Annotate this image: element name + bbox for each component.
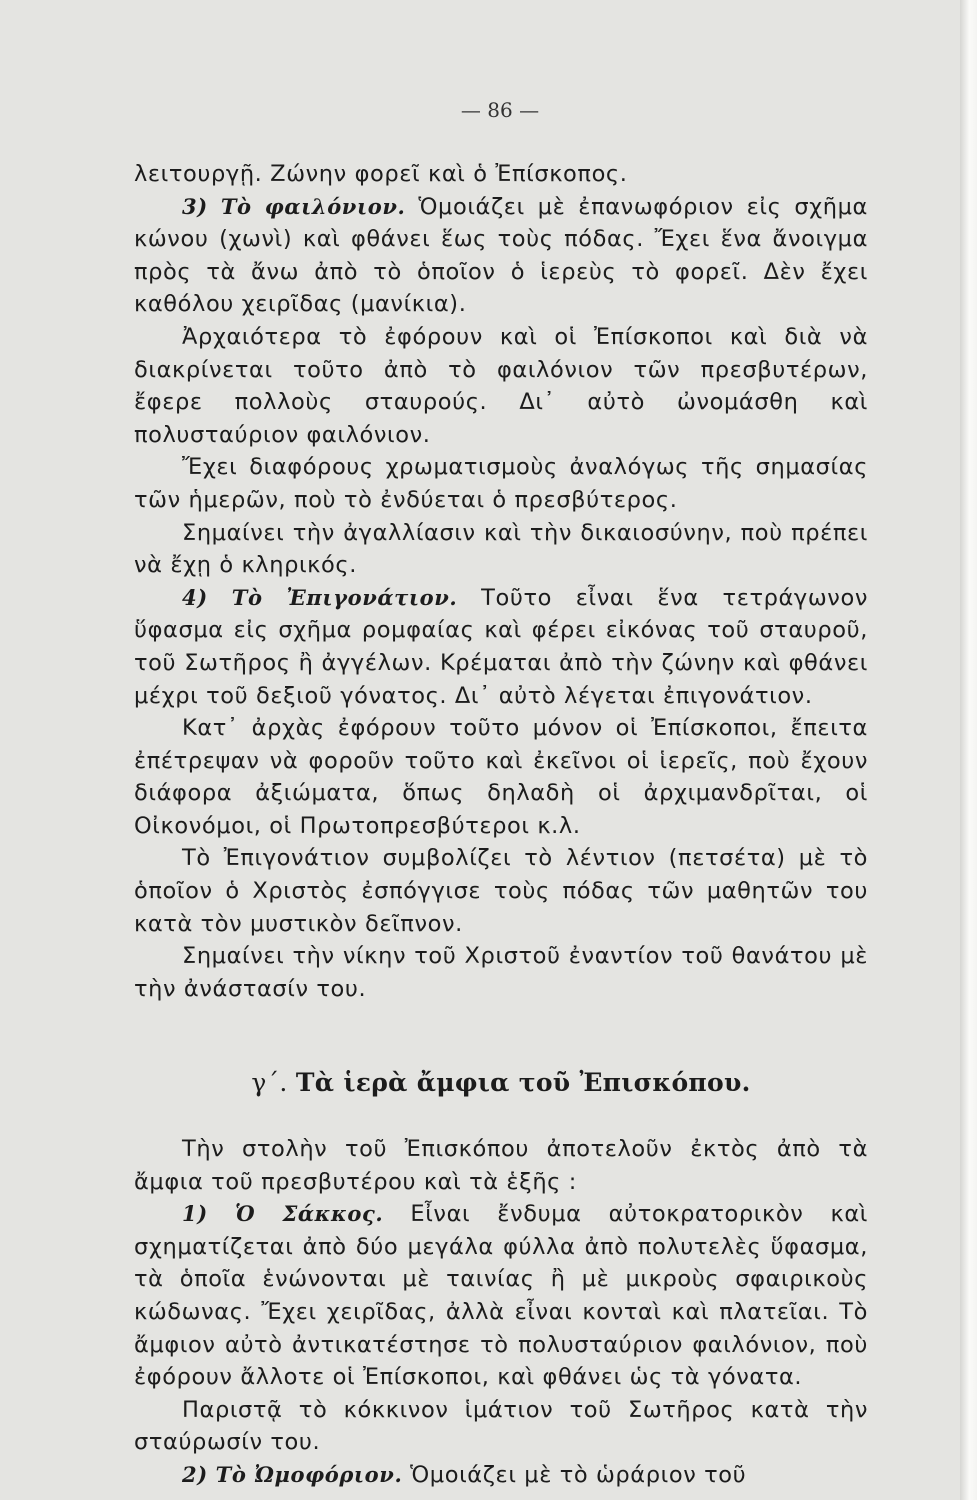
paragraph-body: Εἶναι ἔνδυμα αὐτοκρατορικὸν καὶ σχηματίζεται ἀπὸ δύο μεγάλα φύλλα ἀπὸ πολυτελὲς ὕφασμα, τὰ ὁποῖα ἑνώνονται μὲ ταινίας ἢ μὲ μικροὺς σφαιρικοὺς κώδωνας. Ἔχει χειρῖδας, ἀλλὰ εἶναι κονταὶ καὶ πλατεῖαι. Τὸ ἄμφιον αὐτὸ ἀντικατέστησε τὸ πολυσταύριον φαιλόνιον, ποὺ ἐφόρουν ἄλλοτε οἱ Ἐπίσκοποι, καὶ φθάνει ὡς τὰ γόνατα. [134,1201,869,1391]
paragraph: Σημαίνει τὴν ἀγαλλίασιν καὶ τὴν δικαιοσύνην, ποὺ πρέπει νὰ ἔχῃ ὁ κληρικός. [134,519,868,579]
paragraph: λειτουργῇ. Ζώνην φορεῖ καὶ ὁ Ἐπίσκοπος. [134,161,628,187]
page-number: — 86 — [460,98,540,122]
paragraph-body: Τοῦτο εἶναι ἕνα τετράγωνον ὕφασμα εἰς σχῆμα ρομφαίας καὶ φέρει εἰκόνας τοῦ σταυροῦ, τοῦ Σωτῆρος ἢ ἀγγέλων. Κρέμαται ἀπὸ τὴν ζώνην καὶ φθάνει μέχρι τοῦ δεξιοῦ γόνατος. Δι᾽ αὐτὸ λέγεται ἐπιγονάτιον. [134,584,868,709]
paragraph-epigonation [134,582,868,712]
paragraph: Ἔχει διαφόρους χρωματισμοὺς ἀναλόγως τῆς σημασίας τῶν ἡμερῶν, ποὺ τὸ ἐνδύεται ὁ πρεσβύτερος. [134,454,868,513]
paragraph-sakkos [134,1198,868,1394]
paragraph: Κατ᾽ ἀρχὰς ἐφόρουν τοῦτο μόνον οἱ Ἐπίσκοποι, ἔπειτα ἐπέτρεψαν νὰ φοροῦν τοῦτο καὶ ἐκεῖνοι οἱ ἱερεῖς, ποὺ ἔχουν διάφορα ἀξιώματα, ὅπως δηλαδὴ οἱ ἀρχιμανδρῖται, οἱ Οἰκονόμοι, οἱ Πρωτοπρεσβύτεροι κ.λ. [134,715,868,839]
section-prefix: γ΄. [251,1068,288,1098]
paragraph: Παριστᾷ τὸ κόκκινον ἱμάτιον τοῦ Σωτῆρος κατὰ τὴν σταύρωσίν του. [134,1396,868,1456]
paragraph-faillonion [134,191,868,321]
section-title: Τὰ ἱερὰ ἄμφια τοῦ Ἐπισκόπου. [295,1068,751,1098]
paragraph-body: Ὁμοιάζει μὲ τὸ ὡράριον τοῦ [402,1461,747,1488]
item-label: 2) Τὸ Ὠμοφόριον. [182,1461,403,1487]
paragraph-omophorion [134,1459,868,1492]
paragraph: Σημαίνει τὴν νίκην τοῦ Χριστοῦ ἐναντίον τοῦ θανάτου μὲ τὴν ἀνάστασίν του. [134,943,868,1002]
page-edge [960,0,977,1500]
paragraph: Ἀρχαιότερα τὸ ἐφόρουν καὶ οἱ Ἐπίσκοποι καὶ διὰ νὰ διακρίνεται τοῦτο ἀπὸ τὸ φαιλόνιον τῶν πρεσβυτέρων, ἔφερε πολλοὺς σταυρούς. Δι᾽ αὐτὸ ὠνομάσθη καὶ πολυσταύριον φαιλόνιον. [134,323,868,448]
paragraph-body: Ὁμοιάζει μὲ ἐπανωφόριον εἰς σχῆμα κώνου (χωνὶ) καὶ φθάνει ἕως τοὺς πόδας. Ἔχει ἕνα ἄνοιγμα πρὸς τὰ ἄνω ἀπὸ τὸ ὁποῖον ὁ ἱερεὺς τὸ φορεῖ. Δὲν ἔχει καθόλου χειρῖδας (μανίκια). [134,193,868,318]
item-label: 3) Τὸ φαιλόνιον. [182,193,406,219]
page-text [134,158,868,1492]
item-label: 1) Ὁ Σάκκος. [182,1201,384,1227]
item-label: 4) Τὸ Ἐπιγονάτιον. [182,584,458,610]
paragraph: Τὴν στολὴν τοῦ Ἐπισκόπου ἀποτελοῦν ἐκτὸς ἀπὸ τὰ ἄμφια τοῦ πρεσβυτέρου καὶ τὰ ἑξῆς : [134,1136,868,1195]
section-heading [134,1067,868,1100]
paragraph: Τὸ Ἐπιγονάτιον συμβολίζει τὸ λέντιον (πετσέτα) μὲ τὸ ὁποῖον ὁ Χριστὸς ἐσπόγγισε τοὺς πόδας τῶν μαθητῶν του κατὰ τὸν μυστικὸν δεῖπνον. [134,845,868,937]
